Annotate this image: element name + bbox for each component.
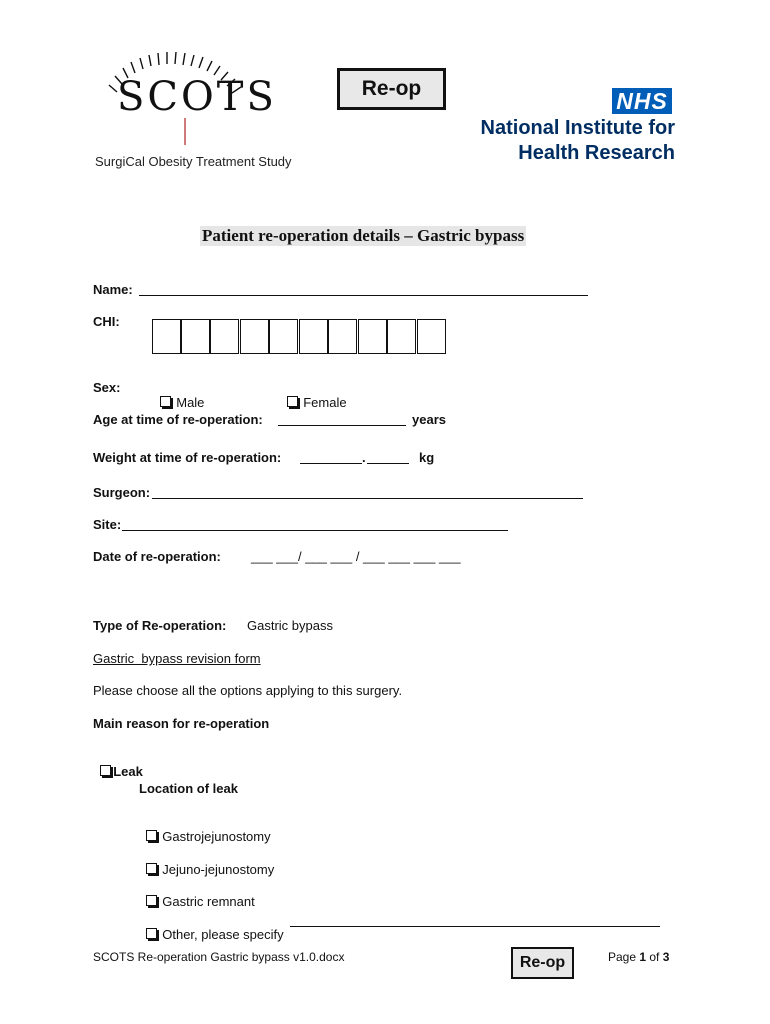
sex-option-male[interactable] bbox=[153, 380, 204, 410]
nihr-name-line1: National Institute for bbox=[480, 117, 675, 139]
age-label: Age at time of re-operation: bbox=[93, 412, 263, 427]
page-title: Patient re-operation details – Gastric bypass bbox=[202, 226, 525, 245]
chi-digit-box[interactable] bbox=[358, 319, 387, 354]
checkbox-icon[interactable] bbox=[146, 895, 157, 906]
leak-location-gastrojejunostomy[interactable] bbox=[139, 814, 271, 844]
revision-form-heading: Gastric bypass revision form bbox=[93, 651, 261, 666]
leak-location-heading: Location of leak bbox=[139, 781, 238, 796]
weight-field-decimal[interactable] bbox=[367, 463, 409, 464]
checkbox-icon[interactable] bbox=[146, 830, 157, 841]
date-label: Date of re-operation: bbox=[93, 549, 221, 564]
scots-logo-wordmark: SCOTS bbox=[117, 74, 277, 120]
chi-digit-box[interactable] bbox=[387, 319, 416, 354]
age-unit: years bbox=[412, 412, 446, 427]
sex-option-female-label: Female bbox=[303, 395, 347, 410]
chi-digit-box[interactable] bbox=[152, 319, 181, 354]
checkbox-icon[interactable] bbox=[146, 863, 157, 874]
footer-page-number bbox=[608, 950, 669, 964]
leak-location-jejuno-jejunostomy-label: Jejuno-jejunostomy bbox=[162, 862, 275, 877]
chi-digit-box[interactable] bbox=[269, 319, 298, 354]
page-total: 3 bbox=[662, 950, 670, 964]
leak-location-other[interactable] bbox=[139, 912, 284, 942]
nihr-name-line2: Health Research bbox=[518, 142, 675, 164]
chi-digit-box[interactable] bbox=[210, 319, 239, 354]
nhs-badge: NHS bbox=[612, 88, 672, 114]
chi-label: CHI: bbox=[93, 314, 120, 329]
page-of: of bbox=[646, 950, 663, 964]
chi-digit-box[interactable] bbox=[328, 319, 357, 354]
main-reason-heading: Main reason for re-operation bbox=[93, 716, 270, 731]
checkbox-icon[interactable] bbox=[146, 928, 157, 939]
footer-filename: SCOTS Re-operation Gastric bypass v1.0.docx bbox=[93, 950, 345, 964]
instruction-text: Please choose all the options applying to this surgery. bbox=[93, 683, 403, 698]
reop-badge-footer: Re-op bbox=[511, 947, 574, 979]
chi-digit-box[interactable] bbox=[417, 319, 446, 354]
surgeon-field[interactable] bbox=[152, 498, 583, 499]
page-prefix: Page bbox=[608, 950, 640, 964]
sex-option-male-label: Male bbox=[176, 395, 205, 410]
chi-digit-box[interactable] bbox=[181, 319, 210, 354]
age-field[interactable] bbox=[278, 425, 406, 426]
leak-other-specify-field[interactable] bbox=[290, 926, 660, 927]
sex-label: Sex: bbox=[93, 380, 121, 395]
leak-location-gastric-remnant-label: Gastric remnant bbox=[162, 894, 255, 909]
type-value: Gastric bypass bbox=[247, 618, 333, 633]
leak-location-gastric-remnant[interactable] bbox=[139, 879, 255, 909]
sex-option-female[interactable] bbox=[280, 380, 347, 410]
name-field[interactable] bbox=[139, 295, 588, 296]
chi-digit-box[interactable] bbox=[240, 319, 269, 354]
page-current: 1 bbox=[639, 950, 647, 964]
scots-logo-subtitle: SurgiCal Obesity Treatment Study bbox=[95, 154, 292, 169]
leak-location-other-label: Other, please specify bbox=[162, 927, 284, 942]
surgeon-label: Surgeon: bbox=[93, 485, 151, 500]
leak-location-gastrojejunostomy-label: Gastrojejunostomy bbox=[162, 829, 271, 844]
reop-badge-header: Re-op bbox=[337, 68, 446, 110]
scots-logo bbox=[95, 50, 305, 175]
weight-unit: kg bbox=[419, 450, 435, 465]
date-field[interactable]: ___ ___/ ___ ___ / ___ ___ ___ ___ bbox=[251, 549, 461, 564]
checkbox-icon[interactable] bbox=[287, 396, 298, 407]
type-label: Type of Re-operation: bbox=[93, 618, 227, 633]
leak-location-jejuno-jejunostomy[interactable] bbox=[139, 847, 274, 877]
weight-label: Weight at time of re-operation: bbox=[93, 450, 282, 465]
weight-decimal-point: . bbox=[362, 450, 366, 465]
name-label: Name: bbox=[93, 282, 133, 297]
leak-option-label: Leak bbox=[113, 764, 143, 779]
leak-option[interactable] bbox=[93, 749, 143, 779]
checkbox-icon[interactable] bbox=[160, 396, 171, 407]
site-field[interactable] bbox=[122, 530, 508, 531]
weight-field-integer[interactable] bbox=[300, 463, 362, 464]
checkbox-icon[interactable] bbox=[100, 765, 111, 776]
site-label: Site: bbox=[93, 517, 122, 532]
chi-digit-box[interactable] bbox=[299, 319, 328, 354]
